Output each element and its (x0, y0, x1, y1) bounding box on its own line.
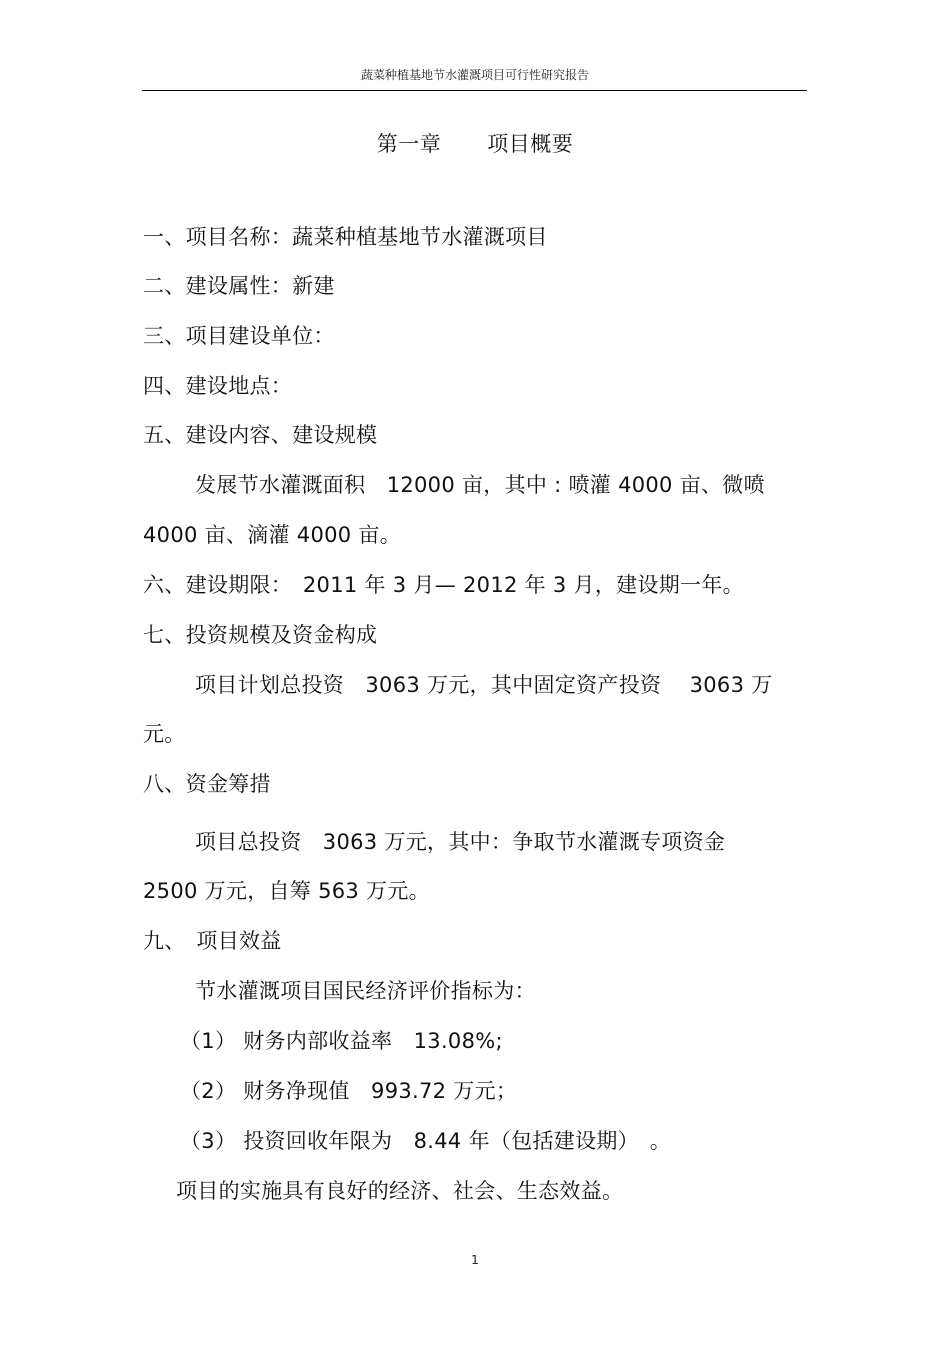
item-project-name: 一、项目名称：蔬菜种植基地节水灌溉项目 (143, 225, 548, 249)
paragraph-scope-line-2: 4000 亩、滴灌 4000 亩。 (143, 523, 402, 547)
item-construction-site: 四、建设地点： (143, 374, 293, 398)
item-investment-scale: 七、投资规模及资金构成 (143, 623, 378, 647)
paragraph-conclusion: 项目的实施具有良好的经济、社会、生态效益。 (176, 1179, 624, 1203)
item-construction-type: 二、建设属性：新建 (143, 274, 335, 298)
chapter-number: 第一章 (376, 132, 442, 156)
paragraph-scope-line-1: 发展节水灌溉面积 12000 亩，其中 : 喷灌 4000 亩、微喷 (195, 473, 765, 497)
item-project-benefits: 九、 项目效益 (143, 929, 282, 953)
paragraph-investment-line-2: 元。 (143, 722, 186, 746)
chapter-title (0, 128, 950, 158)
benefit-payback: （3） 投资回收年限为 8.44 年（包括建设期） 。 (180, 1129, 672, 1153)
item-construction-period: 六、建设期限： 2011 年 3 月— 2012 年 3 月，建设期一年。 (143, 573, 744, 597)
item-construction-scope: 五、建设内容、建设规模 (143, 423, 378, 447)
item-construction-unit: 三、项目建设单位： (143, 324, 335, 348)
page-number: 1 (471, 1253, 479, 1267)
chapter-name: 项目概要 (487, 132, 574, 156)
paragraph-funding-line-1: 项目总投资 3063 万元，其中：争取节水灌溉专项资金 (195, 830, 726, 854)
header-rule (142, 90, 807, 91)
paragraph-investment-line-1: 项目计划总投资 3063 万元，其中固定资产投资 3063 万 (195, 673, 773, 697)
item-fund-raising: 八、资金筹措 (143, 772, 271, 796)
benefit-irr: （1） 财务内部收益率 13.08%; (180, 1029, 503, 1053)
page-header: 蔬菜种植基地节水灌溉项目可行性研究报告 (360, 68, 589, 82)
benefit-npv: （2） 财务净现值 993.72 万元； (180, 1079, 518, 1103)
paragraph-funding-line-2: 2500 万元，自筹 563 万元。 (143, 879, 430, 903)
paragraph-benefits-intro: 节水灌溉项目国民经济评价指标为： (195, 979, 536, 1003)
